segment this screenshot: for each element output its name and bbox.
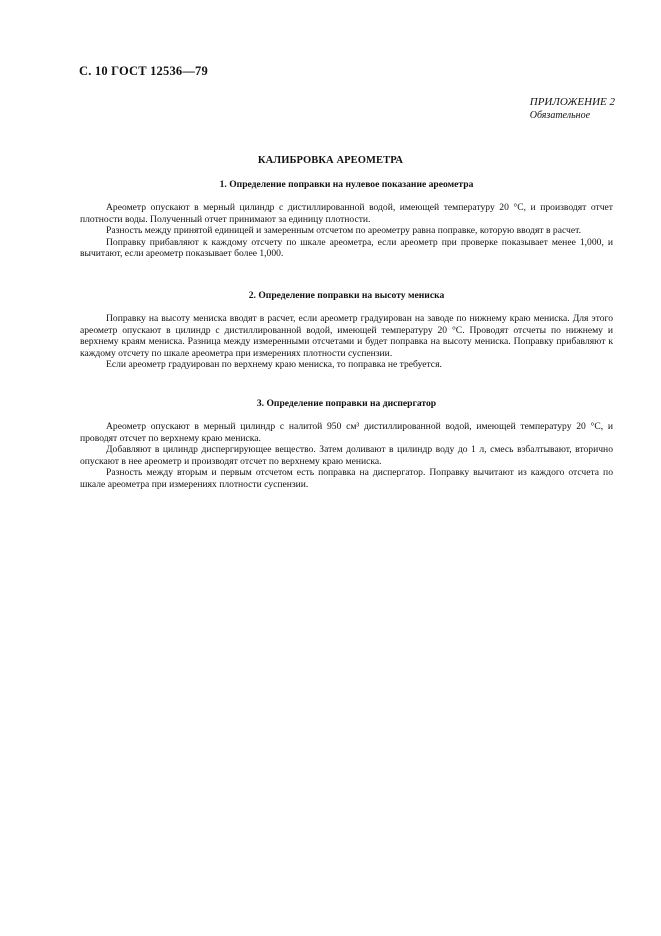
document-title: КАЛИБРОВКА АРЕОМЕТРА — [257, 155, 404, 166]
section-heading: 2. Определение поправки на высоту мениска — [248, 290, 445, 301]
appendix-label — [530, 96, 615, 122]
paragraph: Если ареометр градуирован по верхнему краю мениска, то поправка не требуется. — [106, 359, 442, 371]
paragraph: Разность между вторым и первым отсчетом есть поправка на диспергатор. Поправку вычитают из каждого отсчета по шкале ареометра при измерениях плотности суспензии. — [80, 467, 613, 490]
section-meniscus-correction — [80, 290, 613, 371]
paragraph: Разность между принятой единицей и замеренным отсчетом по ареометру равна поправке, которую вводят в расчет. — [106, 225, 581, 237]
section-heading: 3. Определение поправки на диспергатор — [256, 398, 437, 409]
paragraph: Ареометр опускают в мерный цилиндр с дистиллированной водой, имеющей температуру 20 °С, и производят отчет плотности воды. Полученный отчет принимают за единицу плотности. — [80, 202, 613, 225]
paragraph: Ареометр опускают в мерный цилиндр с налитой 950 см³ дистиллированной водой, имеющей температуру 20 °С, и проводят отсчет по верхнему краю мениска. — [80, 421, 613, 444]
appendix-title: ПРИЛОЖЕНИЕ 2 — [529, 96, 615, 108]
section-zero-correction — [80, 179, 613, 260]
appendix-status: Обязательное — [529, 110, 591, 121]
section-dispersant-correction — [80, 398, 613, 491]
page-header: С. 10 ГОСТ 12536—79 — [79, 64, 208, 78]
paragraph: Поправку на высоту мениска вводят в расчет, если ареометр градуирован на заводе по нижнему краю мениска. Для этого ареометр опускают в цилиндр с дистиллированной водой, имеющей температуру 20 °С. Проводят отсчеты по нижнему и верхнему краям мениска. Разница между измеренными отсчетами и будет поправка на высоту мениска. Поправку прибавляют к каждому отсчету по шкале ареометра при измерениях плотности суспензии. — [80, 313, 613, 359]
paragraph: Добавляют в цилиндр диспергирующее вещество. Затем доливают в цилиндр воду до 1 л, смесь взбалтывают, вторично опускают в нее ареометр и производят отсчет по верхнему краю мениска. — [80, 444, 613, 467]
paragraph: Поправку прибавляют к каждому отсчету по шкале ареометра, если ареометр при проверке показывает менее 1,000, и вычитают, если ареометр показывает более 1,000. — [80, 236, 613, 260]
section-heading: 1. Определение поправки на нулевое показание ареометра — [219, 179, 474, 190]
